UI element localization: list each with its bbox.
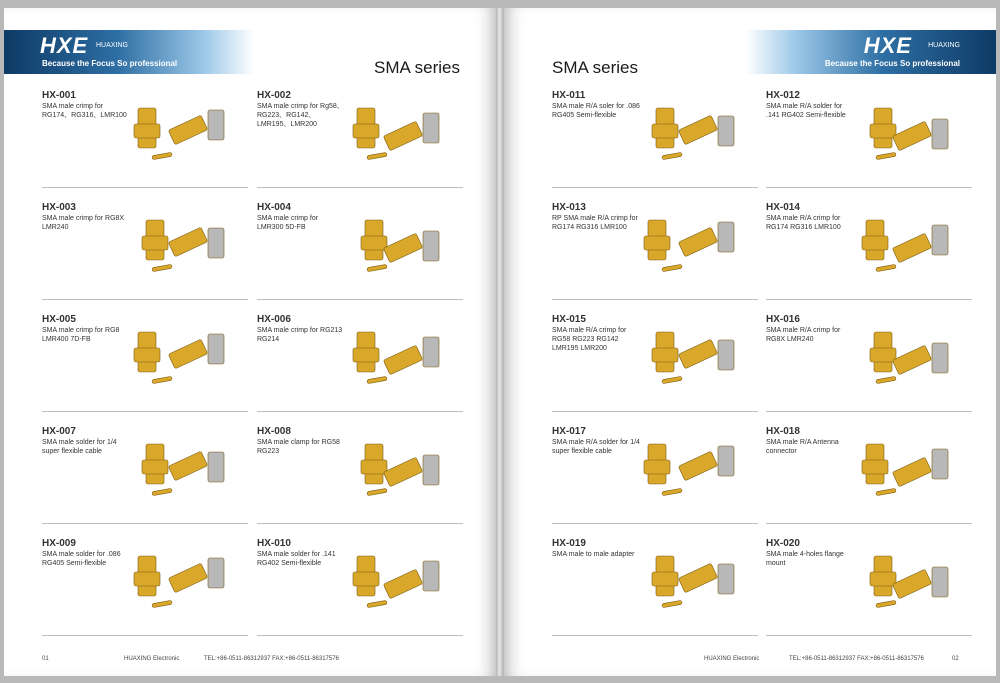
crimp-ferrule — [718, 564, 734, 594]
product-description: SMA male crimp for RG174、RG316、LMR100 — [42, 103, 127, 119]
crimp-ferrule — [208, 558, 224, 588]
divider — [552, 187, 758, 188]
brand-tagline: Because the Focus So professional — [824, 59, 960, 68]
connector-nut — [870, 124, 896, 138]
product-card — [257, 426, 463, 524]
crimp-ferrule — [423, 337, 439, 367]
center-pin — [876, 376, 896, 383]
crimp-ferrule — [423, 231, 439, 261]
divider — [552, 523, 758, 524]
connector-nut — [862, 236, 888, 250]
connector-angled — [383, 569, 422, 599]
connector-nut — [652, 348, 678, 362]
center-pin — [367, 264, 387, 271]
product-card — [257, 202, 463, 300]
product-description: SMA male to male adapter — [552, 551, 635, 558]
center-pin — [662, 152, 682, 159]
product-code: HX-015 — [552, 314, 586, 325]
product-description: SMA male crimp for RG8X LMR240 — [42, 215, 125, 231]
product-description: SMA male crimp for LMR300 5D-FB — [257, 215, 319, 231]
footer-company: HUAXING Electronic — [704, 656, 760, 662]
center-pin — [876, 152, 896, 159]
connector-photo — [315, 206, 455, 286]
product-code: HX-007 — [42, 426, 76, 437]
center-pin — [662, 376, 682, 383]
center-pin — [152, 600, 172, 607]
connector-angled — [383, 121, 422, 151]
center-pin — [152, 376, 172, 383]
right-page — [504, 8, 996, 676]
connector-photo — [610, 542, 750, 622]
product-card — [766, 202, 972, 300]
connector-nut — [361, 460, 387, 474]
connector-angled — [168, 115, 207, 145]
product-card — [552, 314, 758, 412]
page-title: SMA series — [374, 58, 460, 77]
connector-nut — [142, 460, 168, 474]
divider — [766, 411, 972, 412]
product-description: SMA male R/A soler for .086 RG405 Semi-flexible — [552, 103, 640, 119]
product-code: HX-016 — [766, 314, 800, 325]
brand-logo-sub: HUAXING — [928, 42, 960, 49]
connector-angled — [383, 345, 422, 375]
connector-photo — [824, 206, 964, 286]
connector-angled — [892, 233, 931, 263]
product-description: SMA male clamp for RG58 RG223 — [257, 439, 340, 455]
product-description: SMA male R/A crimp for RG174 RG316 LMR100 — [766, 215, 841, 231]
connector-nut — [353, 124, 379, 138]
connector-angled — [892, 121, 931, 151]
connector-photo — [824, 318, 964, 398]
divider — [257, 523, 463, 524]
connector-photo — [824, 430, 964, 510]
connector-photo — [100, 94, 240, 174]
connector-angled — [168, 339, 207, 369]
divider — [257, 411, 463, 412]
connector-photo — [610, 206, 750, 286]
center-pin — [152, 488, 172, 495]
connector-nut — [353, 348, 379, 362]
product-description: SMA male crimp for RG8 LMR400 7D-FB — [42, 327, 120, 343]
center-pin — [367, 376, 387, 383]
center-pin — [367, 152, 387, 159]
center-pin — [662, 488, 682, 495]
product-code: HX-012 — [766, 90, 800, 101]
connector-photo — [100, 206, 240, 286]
connector-nut — [134, 124, 160, 138]
brand-logo: HXE — [40, 33, 89, 58]
connector-angled — [892, 457, 931, 487]
crimp-ferrule — [423, 113, 439, 143]
divider — [552, 635, 758, 636]
product-card — [552, 90, 758, 188]
product-description: SMA male solder for .086 RG405 Semi-flexible — [42, 551, 121, 567]
product-card — [42, 314, 248, 412]
divider — [766, 299, 972, 300]
product-description: SMA male R/A Antenna connector — [766, 439, 839, 455]
center-pin — [876, 264, 896, 271]
brand-banner — [4, 30, 254, 74]
connector-nut — [870, 572, 896, 586]
connector-photo — [315, 94, 455, 174]
crimp-ferrule — [208, 452, 224, 482]
product-code: HX-004 — [257, 202, 291, 213]
connector-angled — [678, 451, 717, 481]
divider — [42, 187, 248, 188]
page-number: 01 — [42, 656, 49, 662]
product-description: SMA male R/A crimp for RG8X LMR240 — [766, 327, 841, 343]
product-card — [552, 538, 758, 636]
left-page — [4, 8, 496, 676]
brand-logo-sub: HUAXING — [96, 42, 128, 49]
footer-contact: TEL:+86-0511-86312937 FAX:+86-0511-86317576 — [789, 656, 924, 662]
crimp-ferrule — [423, 455, 439, 485]
connector-angled — [168, 563, 207, 593]
connector-angled — [678, 563, 717, 593]
connector-nut — [652, 572, 678, 586]
crimp-ferrule — [208, 228, 224, 258]
product-card — [766, 314, 972, 412]
connector-nut — [353, 572, 379, 586]
product-code: HX-008 — [257, 426, 291, 437]
product-code: HX-017 — [552, 426, 586, 437]
product-card — [257, 538, 463, 636]
crimp-ferrule — [718, 222, 734, 252]
divider — [257, 187, 463, 188]
center-pin — [152, 152, 172, 159]
connector-photo — [315, 430, 455, 510]
connector-photo — [315, 542, 455, 622]
product-code: HX-002 — [257, 90, 291, 101]
center-pin — [367, 488, 387, 495]
page-title: SMA series — [552, 58, 638, 77]
product-code: HX-020 — [766, 538, 800, 549]
product-description: SMA male R/A crimp for RG58 RG223 RG142 LMR195 LMR200 — [552, 327, 627, 352]
divider — [766, 635, 972, 636]
product-card — [42, 90, 248, 188]
connector-photo — [824, 542, 964, 622]
product-code: HX-019 — [552, 538, 586, 549]
connector-photo — [610, 94, 750, 174]
product-description: SMA male crimp for RG213 RG214 — [257, 327, 343, 343]
product-card — [552, 426, 758, 524]
crimp-ferrule — [718, 116, 734, 146]
connector-photo — [100, 318, 240, 398]
product-card — [552, 202, 758, 300]
connector-angled — [678, 339, 717, 369]
connector-angled — [892, 569, 931, 599]
product-code: HX-014 — [766, 202, 800, 213]
product-description: SMA male solder for .141 RG402 Semi-flexible — [257, 551, 336, 567]
connector-angled — [168, 451, 207, 481]
footer-company: HUAXING Electronic — [124, 656, 180, 662]
divider — [42, 411, 248, 412]
product-description: SMA male 4-holes flange mount — [766, 551, 844, 567]
divider — [766, 523, 972, 524]
product-card — [257, 314, 463, 412]
product-card — [42, 426, 248, 524]
product-card — [42, 202, 248, 300]
crimp-ferrule — [718, 446, 734, 476]
product-description: SMA male R/A solder for .141 RG402 Semi-flexible — [766, 103, 846, 119]
brand-logo: HXE — [863, 33, 912, 58]
product-code: HX-009 — [42, 538, 76, 549]
product-description: SMA male R/A solder for 1/4 super flexible cable — [552, 439, 640, 455]
connector-photo — [100, 430, 240, 510]
divider — [42, 635, 248, 636]
page-number: 02 — [952, 656, 959, 662]
center-pin — [367, 600, 387, 607]
divider — [766, 187, 972, 188]
connector-photo — [315, 318, 455, 398]
product-code: HX-018 — [766, 426, 800, 437]
center-pin — [876, 488, 896, 495]
connector-nut — [361, 236, 387, 250]
connector-photo — [824, 94, 964, 174]
product-code: HX-003 — [42, 202, 76, 213]
product-card — [766, 90, 972, 188]
product-code: HX-013 — [552, 202, 586, 213]
product-code: HX-011 — [552, 90, 586, 101]
product-code: HX-010 — [257, 538, 291, 549]
divider — [552, 299, 758, 300]
product-code: HX-006 — [257, 314, 291, 325]
connector-angled — [892, 345, 931, 375]
crimp-ferrule — [932, 449, 948, 479]
crimp-ferrule — [718, 340, 734, 370]
connector-angled — [168, 227, 207, 257]
product-code: HX-005 — [42, 314, 76, 325]
connector-angled — [678, 115, 717, 145]
product-description: SMA male solder for 1/4 super flexible cable — [42, 439, 117, 455]
crimp-ferrule — [932, 567, 948, 597]
divider — [552, 411, 758, 412]
connector-nut — [142, 236, 168, 250]
divider — [42, 299, 248, 300]
brand-banner — [746, 30, 996, 74]
center-pin — [876, 600, 896, 607]
center-pin — [152, 264, 172, 271]
product-card — [42, 538, 248, 636]
brand-tagline: Because the Focus So professional — [42, 59, 178, 68]
divider — [42, 523, 248, 524]
center-pin — [662, 600, 682, 607]
connector-nut — [652, 124, 678, 138]
connector-angled — [678, 227, 717, 257]
connector-nut — [862, 460, 888, 474]
crimp-ferrule — [423, 561, 439, 591]
connector-photo — [100, 542, 240, 622]
crimp-ferrule — [932, 343, 948, 373]
divider — [257, 299, 463, 300]
product-card — [257, 90, 463, 188]
connector-nut — [644, 236, 670, 250]
product-code: HX-001 — [42, 90, 76, 101]
product-card — [766, 426, 972, 524]
crimp-ferrule — [208, 334, 224, 364]
connector-angled — [383, 457, 422, 487]
connector-nut — [134, 572, 160, 586]
crimp-ferrule — [208, 110, 224, 140]
center-pin — [662, 264, 682, 271]
product-description: SMA male crimp for Rg58、RG223、RG142、LMR195、LMR200 — [257, 103, 344, 128]
crimp-ferrule — [932, 225, 948, 255]
divider — [257, 635, 463, 636]
product-description: RP SMA male R/A crimp for RG174 RG316 LMR100 — [552, 215, 638, 231]
connector-nut — [870, 348, 896, 362]
product-card — [766, 538, 972, 636]
footer-contact: TEL:+86-0511-86312937 FAX:+86-0511-86317576 — [204, 656, 339, 662]
connector-angled — [383, 233, 422, 263]
connector-nut — [644, 460, 670, 474]
connector-photo — [610, 318, 750, 398]
connector-nut — [134, 348, 160, 362]
connector-photo — [610, 430, 750, 510]
crimp-ferrule — [932, 119, 948, 149]
